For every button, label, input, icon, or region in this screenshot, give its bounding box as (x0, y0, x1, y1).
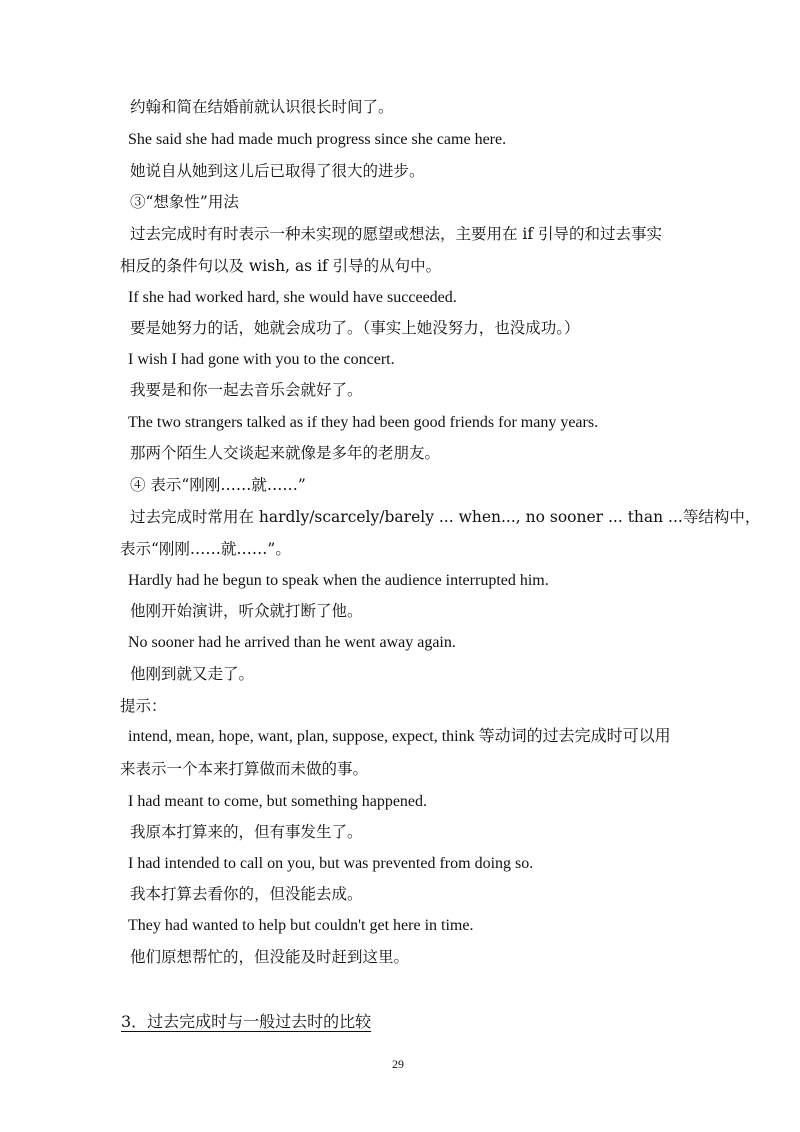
text-line: 相反的条件句以及 wish, as if 引导的从句中。 (120, 257, 442, 275)
section-heading: 3．过去完成时与一般过去时的比较 (121, 1012, 372, 1031)
text-line: I had meant to come, but something happened. (128, 793, 428, 810)
note-label: 提示： (120, 697, 167, 715)
text-line: 过去完成时有时表示一种未实现的愿望或想法，主要用在 if 引导的和过去事实 (130, 225, 663, 243)
text-line: 那两个陌生人交谈起来就像是多年的老朋友。 (130, 444, 441, 462)
text-line: 过去完成时常用在 hardly/scarcely/barely ... when..., no sooner ... than ...等结构中， (130, 508, 761, 526)
text-line: 他刚开始演讲，听众就打断了他。 (130, 602, 363, 620)
text-line: She said she had made much progress since she came here. (128, 131, 507, 148)
text-line: 约翰和简在结婚前就认识很长时间了。 (130, 98, 394, 116)
text-line: If she had worked hard, she would have succeeded. (128, 289, 457, 306)
text-line: 要是她努力的话，她就会成功了。（事实上她没努力，也没成功。） (130, 319, 580, 337)
text-line: 她说自从她到这儿后已取得了很大的进步。 (130, 162, 425, 180)
subheading: ④ 表示“刚刚……就……” (130, 476, 306, 494)
text-line: 来表示一个本来打算做而未做的事。 (120, 760, 369, 778)
text-line: I wish I had gone with you to the concert. (128, 351, 395, 368)
text-line: I had intended to call on you, but was prevented from doing so. (128, 855, 534, 872)
text-line: 他们原想帮忙的，但没能及时赶到这里。 (130, 948, 410, 966)
text-line: 我原本打算来的，但有事发生了。 (130, 823, 363, 841)
text-line: 我要是和你一起去音乐会就好了。 (130, 381, 363, 399)
text-line: intend, mean, hope, want, plan, suppose, expect, think 等动词的过去完成时可以用 (128, 728, 671, 745)
text-line: Hardly had he begun to speak when the audience interrupted him. (128, 572, 549, 589)
subheading: ③“想象性”用法 (130, 193, 239, 211)
text-line: The two strangers talked as if they had been good friends for many years. (128, 414, 599, 431)
text-line: They had wanted to help but couldn't get here in time. (128, 917, 474, 934)
page-number: 29 (392, 1057, 404, 1071)
text-line: 我本打算去看你的，但没能去成。 (130, 885, 363, 903)
text-line: 他刚到就又走了。 (130, 665, 255, 683)
text-line: 表示“刚刚……就……”。 (120, 540, 291, 558)
text-line: No sooner had he arrived than he went away again. (128, 634, 456, 651)
